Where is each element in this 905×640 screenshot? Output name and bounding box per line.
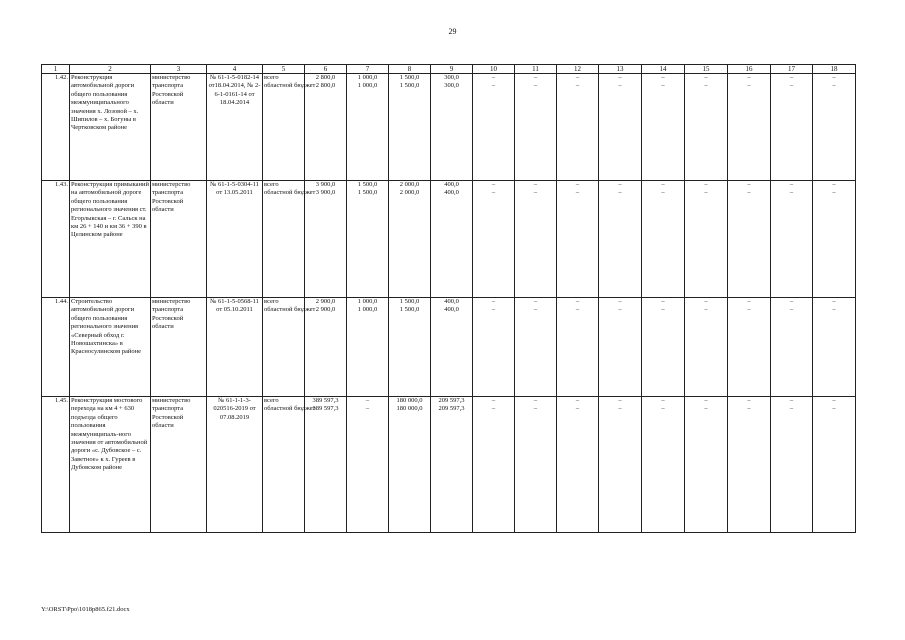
value-col-6 — [305, 181, 347, 298]
value-col-18 — [813, 74, 856, 181]
document-reference: № 61-1-5-0304-11 от 13.05.2011 — [207, 181, 263, 298]
cell-line: 400,0 — [444, 181, 459, 188]
value-col-17 — [771, 397, 813, 533]
cell-line: 400,0 — [444, 189, 459, 197]
cell-line: – — [575, 397, 580, 404]
cell-line: 300,0 — [444, 82, 459, 90]
cell-line: – — [533, 74, 538, 81]
column-header: 10 — [473, 65, 515, 74]
cell-line: 1 500,0 — [399, 306, 420, 314]
cell-line: – — [832, 298, 836, 305]
cell-line: – — [789, 82, 794, 90]
cell-line: 2 900,0 — [315, 298, 336, 305]
cell-line: – — [575, 82, 580, 90]
value-col-13 — [599, 298, 642, 397]
cell-line: – — [789, 74, 794, 81]
cell-line: – — [661, 397, 665, 404]
cell-line: всего — [264, 397, 279, 404]
program-table — [41, 64, 856, 533]
row-number: 1.45. — [42, 397, 70, 533]
cell-line: – — [575, 405, 580, 413]
column-header: 18 — [813, 65, 856, 74]
cell-line: – — [618, 74, 622, 81]
value-col-15 — [685, 74, 728, 181]
cell-line: – — [661, 298, 665, 305]
cell-line: – — [491, 306, 496, 314]
row-number: 1.43. — [42, 181, 70, 298]
column-header: 9 — [431, 65, 473, 74]
value-col-17 — [771, 298, 813, 397]
table-row — [42, 397, 856, 533]
column-header: 13 — [599, 65, 642, 74]
cell-line: областной бюджет — [264, 189, 316, 197]
cell-line: – — [704, 74, 708, 81]
cell-line: – — [747, 405, 751, 413]
cell-line: – — [618, 181, 622, 188]
value-col-14 — [642, 397, 685, 533]
value-col-7 — [347, 298, 389, 397]
column-header: 4 — [207, 65, 263, 74]
value-col-12 — [557, 181, 599, 298]
executor: министерство транспорта Ростовской области — [151, 74, 207, 181]
value-col-18 — [813, 298, 856, 397]
cell-line: – — [747, 189, 751, 197]
cell-line: – — [747, 397, 751, 404]
column-header: 2 — [70, 65, 151, 74]
cell-line: – — [533, 397, 538, 404]
cell-line: – — [618, 82, 622, 90]
cell-line: – — [832, 189, 836, 197]
cell-line: 2 000,0 — [399, 181, 420, 188]
cell-line: – — [661, 189, 665, 197]
object-name: Реконструкция примыканий на автомобильной дороге общего пользования регионального значения ст. Егорлыкская – г. Сальск на км 26 + 140 и км 36 + 390 в Целинском районе — [70, 181, 151, 298]
cell-line: – — [789, 189, 794, 197]
cell-line: – — [661, 405, 665, 413]
cell-line: областной бюджет — [264, 306, 316, 314]
cell-line: – — [575, 298, 580, 305]
cell-line: – — [491, 181, 496, 188]
cell-line: – — [618, 405, 622, 413]
cell-line: 3 900,0 — [315, 189, 336, 197]
cell-line: – — [832, 306, 836, 314]
column-header: 1 — [42, 65, 70, 74]
cell-line: 2 000,0 — [399, 189, 420, 197]
cell-line: – — [832, 397, 836, 404]
cell-line: 389 597,3 — [312, 397, 339, 404]
column-header: 3 — [151, 65, 207, 74]
table-body — [42, 74, 856, 533]
object-name: Строительство автомобильной дороги общего пользования регионального значения «Северный обход г. Новошахтинска» в Красносулинском районе — [70, 298, 151, 397]
cell-line: – — [747, 298, 751, 305]
column-header: 11 — [515, 65, 557, 74]
cell-line: – — [661, 306, 665, 314]
cell-line: 2 800,0 — [315, 74, 336, 81]
value-col-7 — [347, 74, 389, 181]
cell-line: всего — [264, 74, 279, 81]
cell-line: – — [704, 405, 708, 413]
value-col-8 — [389, 298, 431, 397]
cell-line: – — [832, 405, 836, 413]
cell-line: – — [789, 405, 794, 413]
value-col-8 — [389, 74, 431, 181]
cell-line: – — [618, 306, 622, 314]
value-col-13 — [599, 74, 642, 181]
value-col-17 — [771, 181, 813, 298]
value-col-6 — [305, 74, 347, 181]
cell-line: – — [661, 74, 665, 81]
cell-line: – — [832, 74, 836, 81]
cell-line: 1 500,0 — [357, 181, 378, 188]
value-col-13 — [599, 181, 642, 298]
document-reference: № 61-1-5-0568-11 от 05.10.2011 — [207, 298, 263, 397]
cell-line: 180 000,0 — [396, 405, 423, 413]
value-col-14 — [642, 298, 685, 397]
value-col-15 — [685, 298, 728, 397]
cell-line: 1 500,0 — [399, 74, 420, 81]
table-row — [42, 74, 856, 181]
column-header: 16 — [728, 65, 771, 74]
file-path-footer: Y:\ORST\Ppo\1018p865.f21.docx — [41, 606, 130, 613]
column-header: 5 — [263, 65, 305, 74]
column-header: 17 — [771, 65, 813, 74]
cell-line: 3 900,0 — [315, 181, 336, 188]
column-header: 7 — [347, 65, 389, 74]
cell-line: – — [533, 189, 538, 197]
column-header: 8 — [389, 65, 431, 74]
column-header: 6 — [305, 65, 347, 74]
cell-line: – — [533, 306, 538, 314]
value-col-8 — [389, 181, 431, 298]
cell-line: 389 597,3 — [312, 405, 339, 413]
value-col-16 — [728, 298, 771, 397]
cell-line: – — [491, 298, 496, 305]
cell-line: – — [747, 74, 751, 81]
cell-line: – — [618, 298, 622, 305]
cell-line: – — [789, 306, 794, 314]
column-header: 15 — [685, 65, 728, 74]
value-col-7 — [347, 397, 389, 533]
value-col-10 — [473, 298, 515, 397]
object-name: Реконструкция мостового перехода на км 4 + 630 подъезда общего пользования межмуниципаль-ного значения от автомобильной дороги «с. Дубовское – с. Заветное» к х. Гуреев в Дубовском районе — [70, 397, 151, 533]
cell-line: – — [704, 306, 708, 314]
cell-line: – — [533, 298, 538, 305]
value-col-15 — [685, 397, 728, 533]
cell-line: – — [533, 82, 538, 90]
cell-line: 1 000,0 — [357, 298, 378, 305]
value-col-16 — [728, 74, 771, 181]
value-col-11 — [515, 181, 557, 298]
cell-line: – — [365, 405, 370, 413]
executor: министерство транспорта Ростовской области — [151, 397, 207, 533]
cell-line: – — [575, 181, 580, 188]
column-number-row — [42, 65, 856, 74]
value-col-7 — [347, 181, 389, 298]
cell-line: 400,0 — [444, 306, 459, 314]
cell-line: – — [491, 82, 496, 90]
cell-line: – — [789, 181, 794, 188]
row-number: 1.42. — [42, 74, 70, 181]
cell-line: – — [491, 189, 496, 197]
value-col-11 — [515, 397, 557, 533]
cell-line: – — [618, 397, 622, 404]
value-col-8 — [389, 397, 431, 533]
table-row — [42, 181, 856, 298]
cell-line: 209 597,3 — [438, 397, 465, 404]
cell-line: – — [491, 74, 496, 81]
value-col-12 — [557, 298, 599, 397]
cell-line: – — [789, 298, 794, 305]
value-col-14 — [642, 181, 685, 298]
cell-line: всего — [264, 298, 279, 305]
cell-line: 2 800,0 — [315, 82, 336, 90]
cell-line: областной бюджет — [264, 405, 316, 413]
cell-line: 2 900,0 — [315, 306, 336, 314]
cell-line: – — [704, 397, 708, 404]
cell-line: – — [365, 397, 370, 404]
value-col-10 — [473, 181, 515, 298]
cell-line: 1 500,0 — [399, 82, 420, 90]
cell-line: – — [832, 181, 836, 188]
value-col-9 — [431, 181, 473, 298]
value-col-10 — [473, 397, 515, 533]
value-col-9 — [431, 298, 473, 397]
cell-line: – — [575, 189, 580, 197]
value-col-12 — [557, 74, 599, 181]
cell-line: 209 597,3 — [438, 405, 465, 413]
cell-line: всего — [264, 181, 279, 188]
value-col-18 — [813, 397, 856, 533]
value-col-10 — [473, 74, 515, 181]
value-col-17 — [771, 74, 813, 181]
page-number: 29 — [448, 27, 457, 36]
funding-source — [263, 74, 316, 181]
cell-line: – — [747, 82, 751, 90]
cell-line: 1 500,0 — [357, 189, 378, 197]
funding-source — [263, 181, 316, 298]
cell-line: – — [533, 405, 538, 413]
value-col-18 — [813, 181, 856, 298]
cell-line: 300,0 — [444, 74, 459, 81]
value-col-6 — [305, 397, 347, 533]
cell-line: – — [747, 181, 751, 188]
funding-source — [263, 298, 316, 397]
cell-line: – — [704, 189, 708, 197]
table-row — [42, 298, 856, 397]
executor: министерство транспорта Ростовской области — [151, 181, 207, 298]
cell-line: – — [533, 181, 538, 188]
cell-line: – — [832, 82, 836, 90]
value-col-16 — [728, 181, 771, 298]
cell-line: – — [618, 189, 622, 197]
row-number: 1.44. — [42, 298, 70, 397]
cell-line: – — [491, 405, 496, 413]
value-col-11 — [515, 74, 557, 181]
object-name: Реконструкция автомобильной дороги общего пользования межмуниципального значения х. Лозовой – х. Шипилов – х. Богуны в Чертковском районе — [70, 74, 151, 181]
document-reference: № 61-1-1-3-020516-2019 от 07.08.2019 — [207, 397, 263, 533]
cell-line: 1 000,0 — [357, 74, 378, 81]
cell-line: – — [491, 397, 496, 404]
cell-line: 1 000,0 — [357, 82, 378, 90]
cell-line: – — [704, 82, 708, 90]
document-reference: № 61-1-5-0182-14 от18.04.2014, № 2-6-1-0161-14 от 18.04.2014 — [207, 74, 263, 181]
cell-line: 1 500,0 — [399, 298, 420, 305]
value-col-13 — [599, 397, 642, 533]
value-col-9 — [431, 397, 473, 533]
value-col-15 — [685, 181, 728, 298]
column-header: 12 — [557, 65, 599, 74]
value-col-11 — [515, 298, 557, 397]
cell-line: – — [661, 181, 665, 188]
cell-line: – — [575, 74, 580, 81]
cell-line: – — [789, 397, 794, 404]
cell-line: – — [575, 306, 580, 314]
cell-line: – — [661, 82, 665, 90]
column-header: 14 — [642, 65, 685, 74]
cell-line: – — [704, 298, 708, 305]
cell-line: 1 000,0 — [357, 306, 378, 314]
value-col-14 — [642, 74, 685, 181]
cell-line: – — [747, 306, 751, 314]
cell-line: 180 000,0 — [396, 397, 423, 404]
value-col-16 — [728, 397, 771, 533]
value-col-9 — [431, 74, 473, 181]
cell-line: областной бюджет — [264, 82, 316, 90]
value-col-12 — [557, 397, 599, 533]
cell-line: – — [704, 181, 708, 188]
funding-source — [263, 397, 316, 533]
executor: министерство транспорта Ростовской области — [151, 298, 207, 397]
cell-line: 400,0 — [444, 298, 459, 305]
